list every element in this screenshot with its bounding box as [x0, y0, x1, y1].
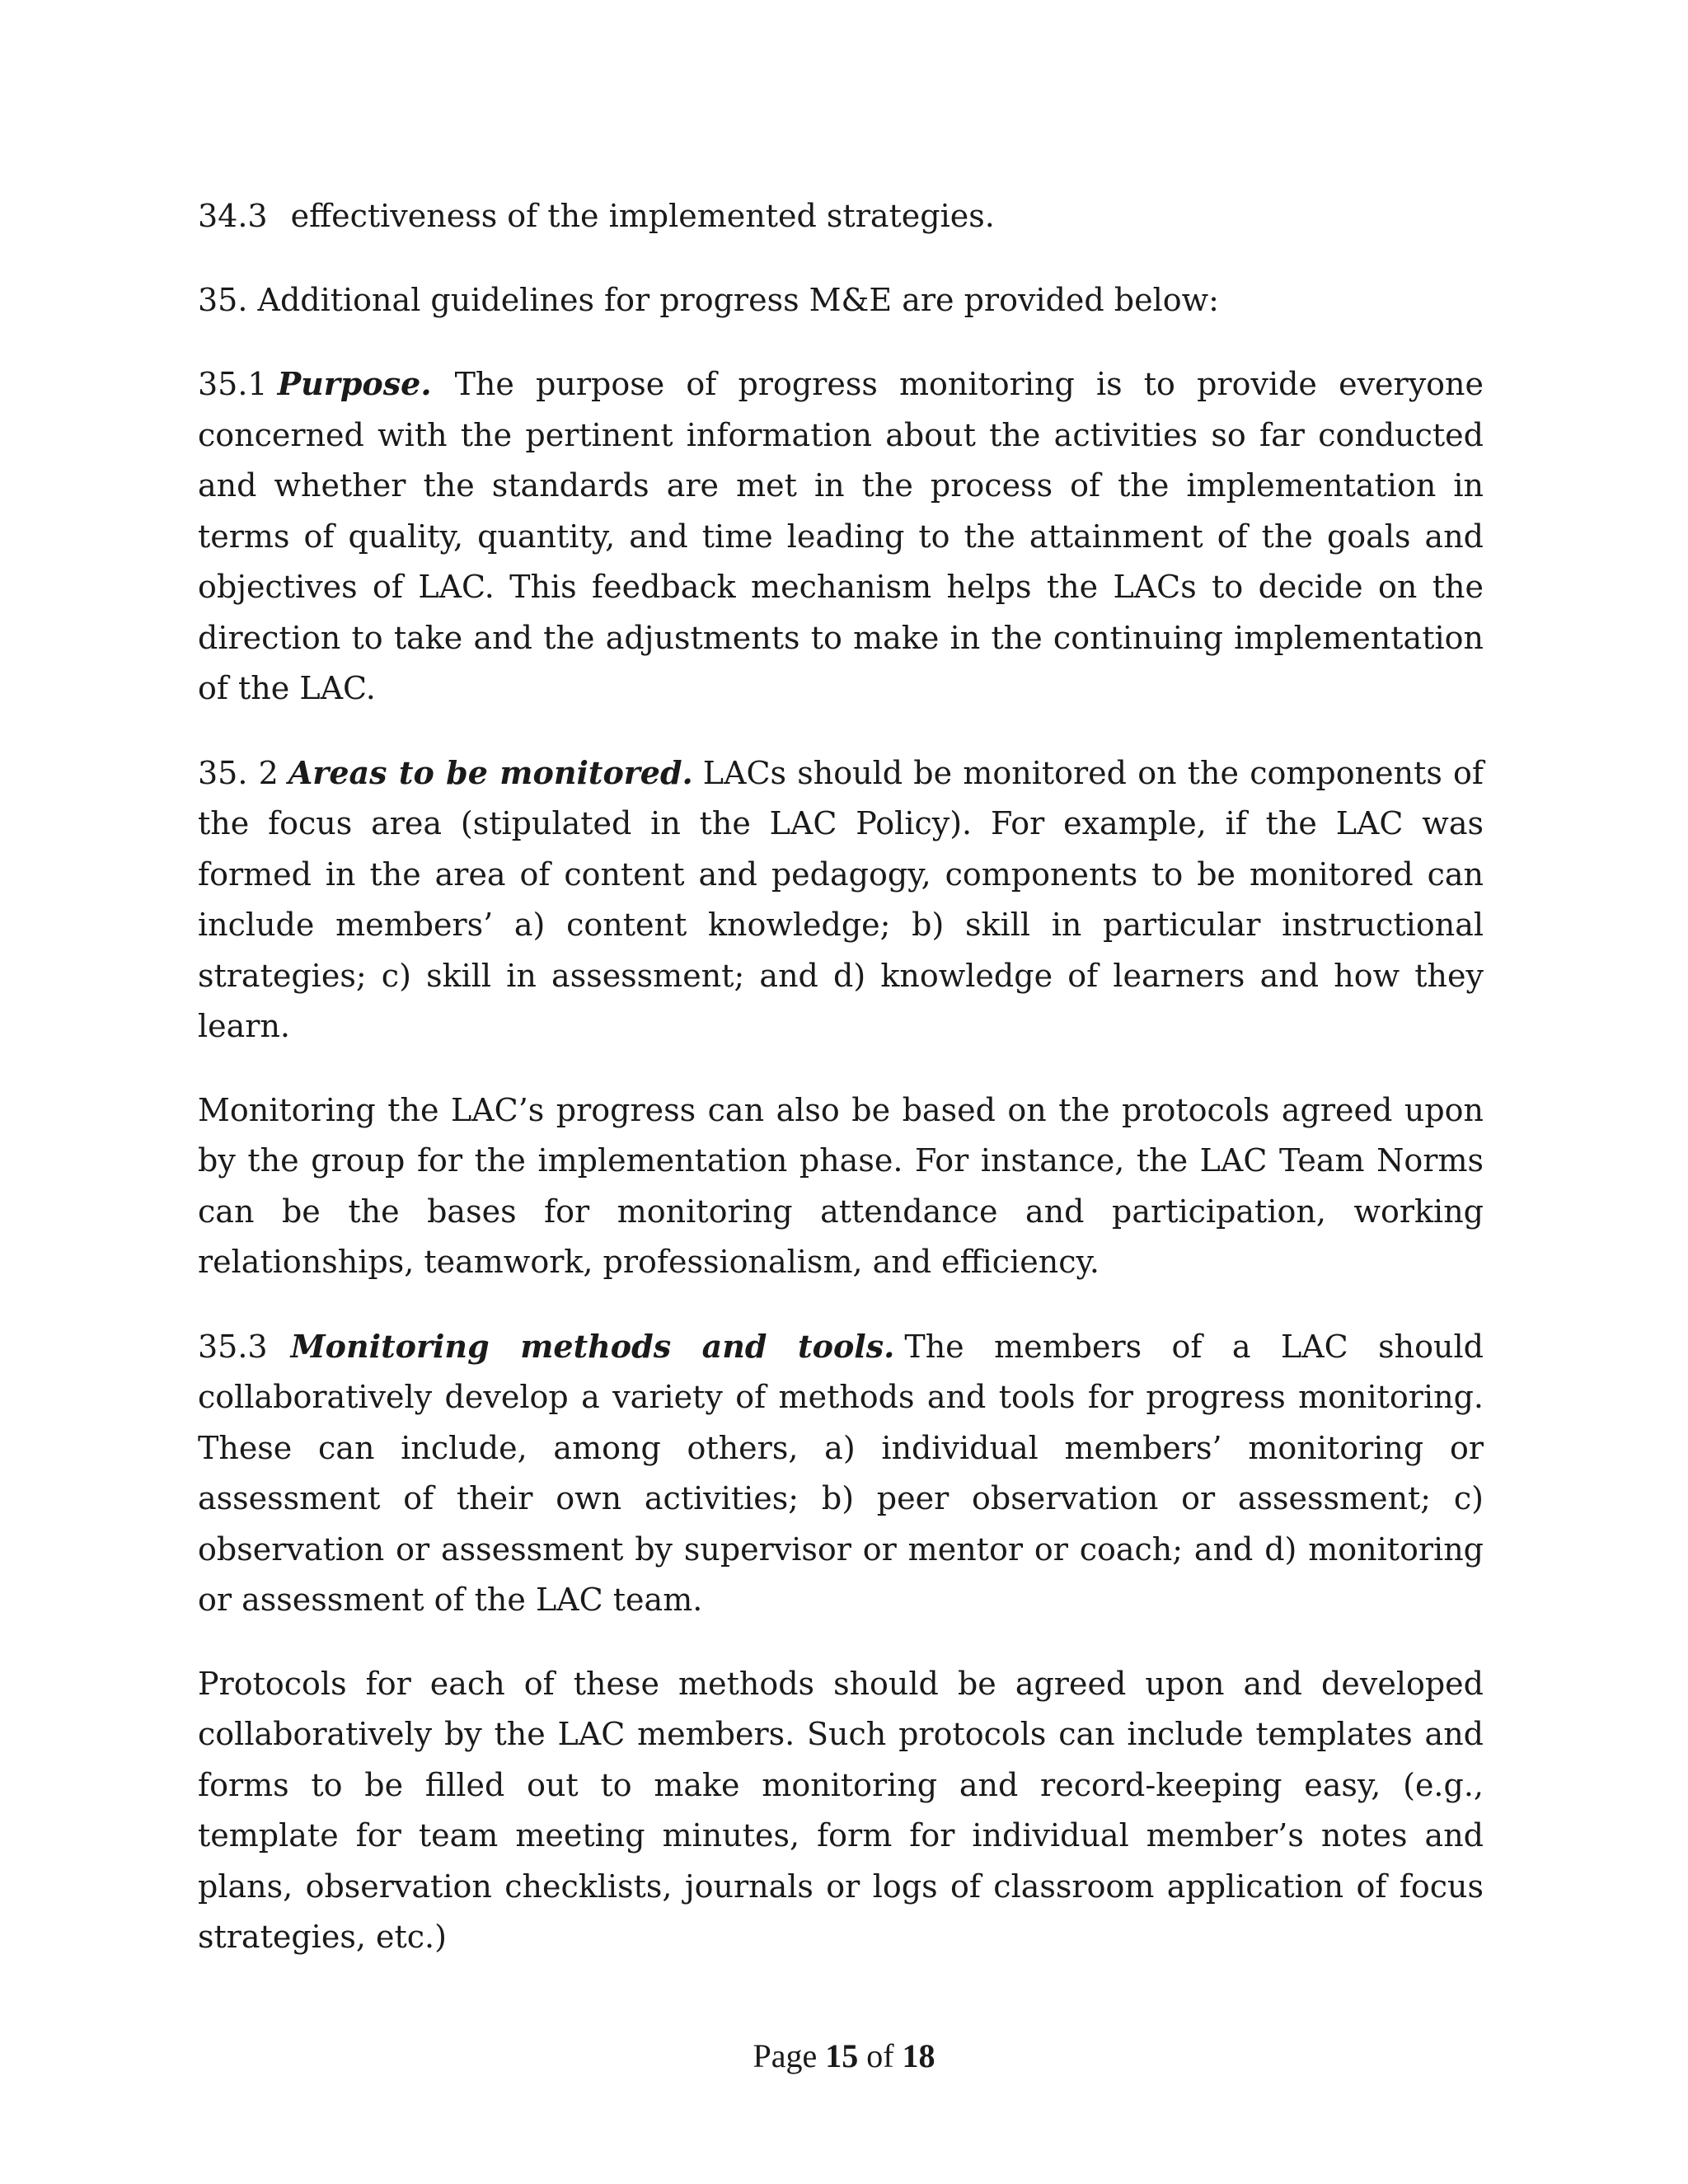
of-label: of	[866, 2037, 894, 2074]
paragraph-35	[198, 275, 1484, 326]
section-heading: Monitoring methods and tools.	[290, 1327, 895, 1365]
paragraph-text: 35. Additional guidelines for progress M&E are provided below:	[198, 281, 1219, 318]
paragraph-34-3	[198, 191, 1484, 242]
document-body	[198, 191, 1484, 1996]
paragraph-35-1	[198, 359, 1484, 715]
paragraph-35-2-continued	[198, 1085, 1484, 1288]
section-heading: Purpose.	[277, 365, 432, 402]
page-label: Page	[753, 2037, 818, 2074]
paragraph-text: LACs should be monitored on the components of the focus area (stipulated in the LAC Policy). For example, if the LAC was formed in the area of content and pedagogy, components to be monitored can include members’ a) content knowledge; b) skill in particular instructional strategies; c) skill in assessment; and d) knowledge of learners and how they learn.	[198, 754, 1484, 1044]
paragraph-35-3	[198, 1321, 1484, 1626]
section-number: 34.3	[198, 198, 268, 234]
paragraph-text: Monitoring the LAC’s progress can also be based on the protocols agreed upon by the group for the implementation phase. For instance, the LAC Team Norms can be the bases for monitoring attendance and participation, working relationships, teamwork, professionalism, and efficiency.	[198, 1091, 1484, 1280]
page-total: 18	[902, 2037, 935, 2074]
paragraph-35-2	[198, 748, 1484, 1052]
paragraph-text: The members of a LAC should collaboratively develop a variety of methods and tools for progress monitoring. These can include, among others, a) individual members’ monitoring or assessment of their own activities; b) peer observation or assessment; c) observation or assessment by supervisor or mentor or coach; and d) monitoring or assessment of the LAC team.	[198, 1328, 1484, 1618]
section-number: 35. 2	[198, 754, 279, 791]
paragraph-text: The purpose of progress monitoring is to provide everyone concerned with the pertinent information about the activities so far conducted and whether the standards are met in the process of the implementation in terms of quality, quantity, and time leading to the attainment of the goals and objectives of LAC. This feedback mechanism helps the LACs to decide on the direction to take and the adjustments to make in the continuing implementation of the LAC.	[198, 366, 1484, 706]
paragraph-35-3-continued	[198, 1659, 1484, 1963]
paragraph-text: Protocols for each of these methods should be agreed upon and developed collaboratively by the LAC members. Such protocols can include templates and forms to be filled out to make monitoring and record-keeping easy, (e.g., template for team meeting minutes, form for individual member’s notes and plans, observation checklists, journals or logs of classroom application of focus strategies, etc.)	[198, 1665, 1484, 1955]
section-number: 35.3	[198, 1328, 268, 1365]
section-heading: Areas to be monitored.	[288, 753, 693, 791]
paragraph-text: effectiveness of the implemented strategies.	[290, 198, 995, 234]
section-number: 35.1	[198, 366, 268, 402]
page-current: 15	[825, 2037, 859, 2074]
page-footer	[0, 2036, 1688, 2077]
